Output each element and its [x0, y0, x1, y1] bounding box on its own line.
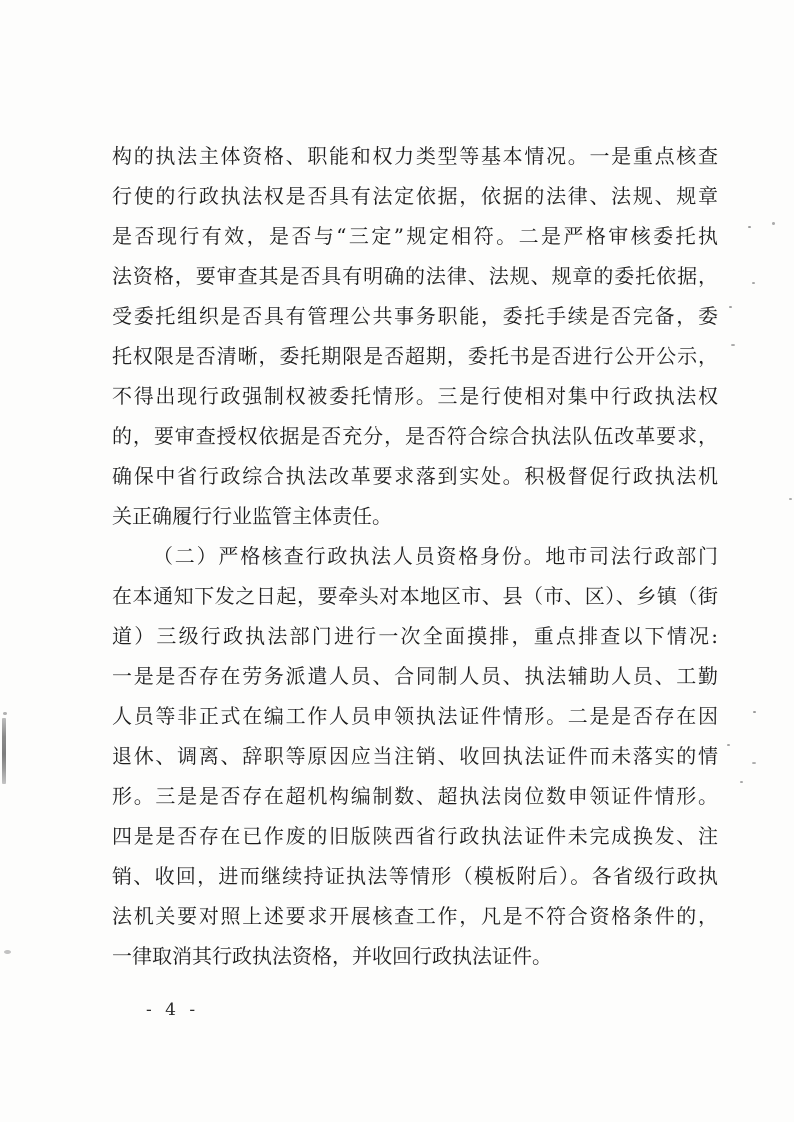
text-line: 构的执法主体资格、职能和权力类型等基本情况。一是重点核查: [112, 144, 718, 168]
scan-speck-artifact: [740, 781, 743, 783]
scan-speck-artifact: [753, 711, 756, 713]
text-line: 法资格，要审查其是否具有明确的法律、法规、规章的委托依据，: [112, 264, 718, 288]
document-body: [112, 136, 718, 976]
text-line paragraph-start: （二）严格核查行政执法人员资格身份。地市司法行政部门: [153, 544, 718, 568]
text-line: 的，要审查授权依据是否充分，是否符合综合执法队伍改革要求，: [112, 424, 718, 448]
scan-speck-artifact: [727, 744, 730, 746]
scan-speck-artifact: [748, 226, 751, 228]
text-line: 人员等非正式在编工作人员申领执法证件情形。二是是否存在因: [112, 704, 718, 728]
text-line: 托权限是否清晰，委托期限是否超期，委托书是否进行公开公示，: [112, 344, 718, 368]
text-line: 法机关要对照上述要求开展核查工作，凡是不符合资格条件的，: [112, 904, 718, 928]
text-line: 是否现行有效，是否与“三定”规定相符。二是严格审核委托执: [112, 224, 718, 248]
scan-speck-artifact: [752, 762, 756, 764]
text-line: 四是是否存在已作废的旧版陕西省行政执法证件未完成换发、注: [112, 824, 718, 848]
text-line: 不得出现行政强制权被委托情形。三是行使相对集中行政执法权: [112, 384, 718, 408]
text-line: 道）三级行政执法部门进行一次全面摸排，重点排查以下情况:: [112, 624, 718, 648]
page-number: - 4 -: [146, 1000, 200, 1020]
text-line: 退休、调离、辞职等原因应当注销、收回执法证件而未落实的情: [112, 744, 718, 768]
text-line: 行使的行政执法权是否具有法定依据，依据的法律、法规、规章: [112, 184, 718, 208]
scan-speck-artifact: [729, 306, 732, 308]
text-line paragraph-end: 关正确履行行业监管主体责任。: [112, 504, 392, 528]
text-line: 受委托组织是否具有管理公共事务职能，委托手续是否完备，委: [112, 304, 718, 328]
text-line: 确保中省行政综合执法改革要求落到实处。积极督促行政执法机: [112, 464, 718, 488]
scan-speck-artifact: [3, 712, 7, 715]
scan-speck-artifact: [772, 222, 775, 225]
text-line: 形。三是是否存在超机构编制数、超执法岗位数申领证件情形。: [112, 784, 718, 808]
scan-speck-artifact: [752, 282, 755, 284]
scan-streak-artifact: [2, 718, 6, 784]
scan-speck-artifact: [789, 498, 792, 500]
text-line: 在本通知下发之日起，要牵头对本地区市、县（市、区）、乡镇（街: [112, 584, 718, 608]
scan-speck-artifact: [4, 950, 11, 954]
scan-speck-artifact: [731, 344, 735, 346]
text-line: 销、收回，进而继续持证执法等情形（模板附后）。各省级行政执: [112, 864, 718, 888]
text-line paragraph-end: 一律取消其行政执法资格，并收回行政执法证件。: [112, 944, 552, 968]
text-line: 一是是否存在劳务派遣人员、合同制人员、执法辅助人员、工勤: [112, 664, 718, 688]
